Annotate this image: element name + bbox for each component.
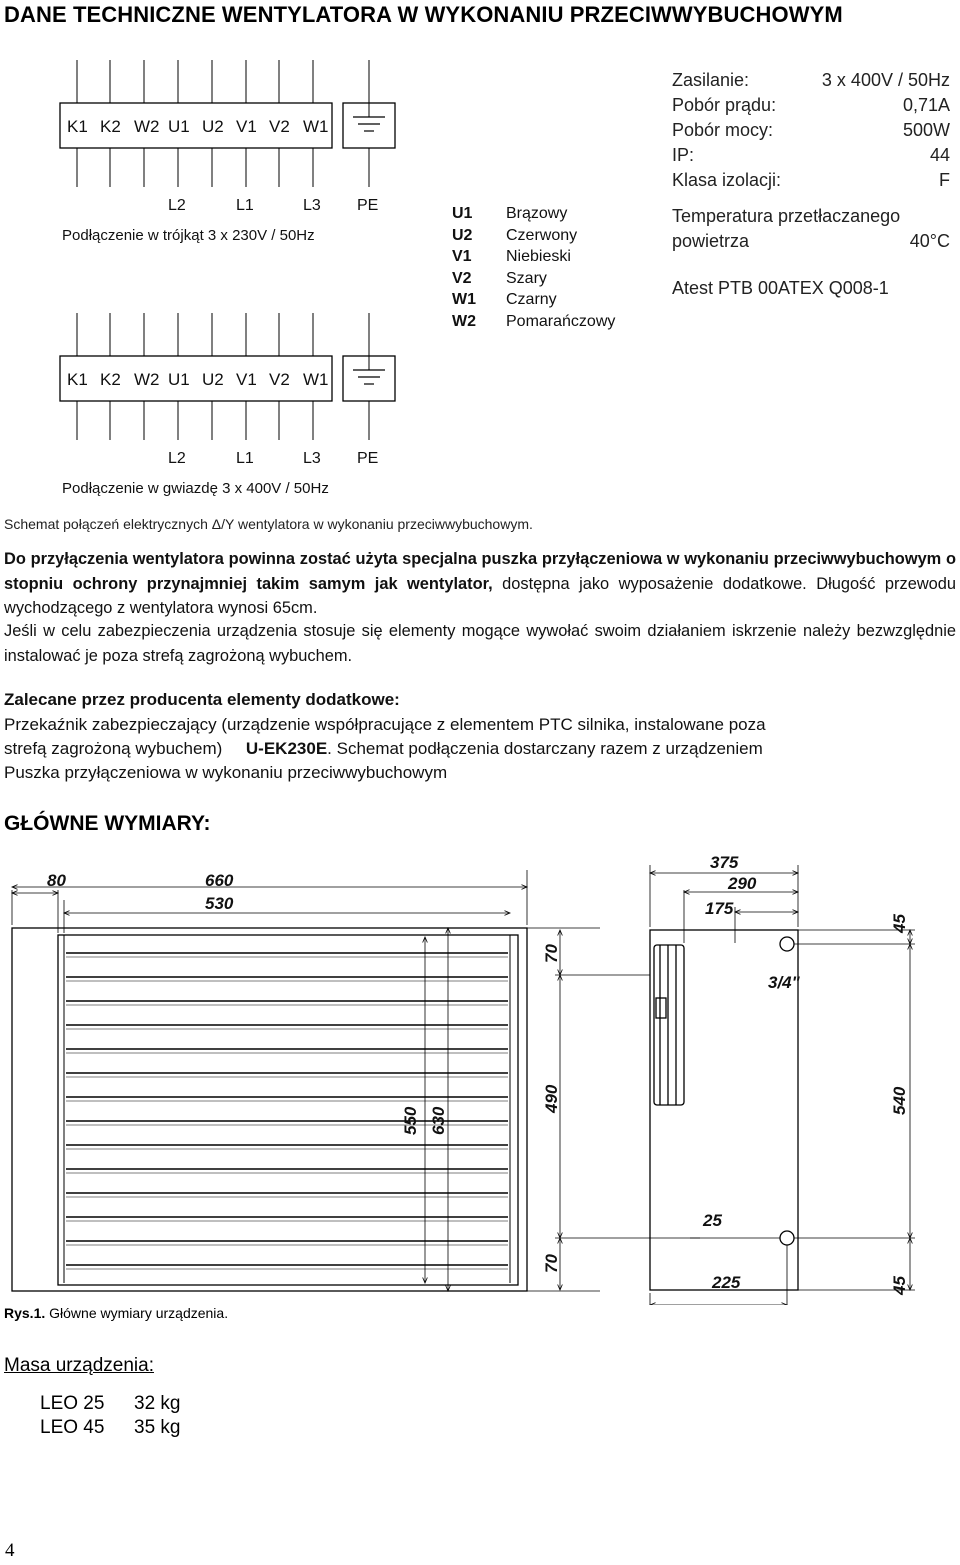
- legend-row: U1 Brązowy: [452, 205, 568, 222]
- dim-175: 175: [705, 899, 734, 918]
- terminal-label: K1: [67, 117, 88, 136]
- spec-row-atest: Atest PTB 00ATEX Q008-1: [672, 278, 889, 298]
- spec-table: [672, 68, 950, 301]
- dim-80: 80: [47, 871, 66, 890]
- wiring-caption: Schemat połączeń elektrycznych Δ/Y wentylatora w wykonaniu przeciwwybuchowym.: [4, 516, 533, 532]
- legend-row: V2 Szary: [452, 269, 547, 287]
- dimensions-heading: GŁÓWNE WYMIARY:: [4, 812, 211, 835]
- terminal-label: V2: [269, 370, 290, 389]
- dim-490: 490: [542, 1084, 561, 1113]
- dim-550: 550: [401, 1106, 420, 1135]
- mass-row: LEO 45 35 kg: [40, 1417, 181, 1438]
- terminal-label: K2: [100, 117, 121, 136]
- supply-label: PE: [357, 197, 379, 214]
- wire-color-legend: [452, 203, 615, 333]
- thread-size: 3/4": [768, 973, 800, 992]
- recommended-line-2: strefą zagrożoną wybuchem) U-EK230E. Schemat podłączenia dostarczany razem z urządzeniem: [4, 739, 763, 758]
- terminal-label: K2: [100, 370, 121, 389]
- legend-row: W1 Czarny: [452, 291, 557, 309]
- terminal-label: W2: [134, 370, 160, 389]
- dim-225: 225: [712, 1273, 741, 1292]
- terminal-label: U2: [202, 117, 224, 136]
- wiring-caption-label: Podłączenie w trójkąt 3 x 230V / 50Hz: [62, 227, 315, 244]
- terminal-label: W1: [303, 370, 329, 389]
- page-title: DANE TECHNICZNE WENTYLATORA W WYKONANIU PRZECIWWYBUCHOWYM: [4, 2, 843, 27]
- recommended-line-1: Przekaźnik zabezpieczający (urządzenie współpracujące z elementem PTC silnika, instalowane poza: [4, 715, 766, 734]
- legend-row: U2 Czerwony: [452, 226, 578, 244]
- terminal-label: U1: [168, 117, 190, 136]
- dim-540: 540: [890, 1086, 909, 1115]
- figure-caption: Rys.1. Główne wymiary urządzenia.: [4, 1305, 229, 1321]
- spec-row-izolacja: Klasa izolacji: F: [672, 170, 950, 190]
- terminal-label: U2: [202, 370, 224, 389]
- mass-heading: Masa urządzenia:: [4, 1355, 154, 1376]
- spec-row-zasilanie: Zasilanie: 3 x 400V / 50Hz: [672, 70, 950, 90]
- terminal-label: V1: [236, 117, 257, 136]
- dim-70-top: 70: [542, 944, 561, 963]
- recommended-line-3: Puszka przyłączeniowa w wykonaniu przeciwwybuchowym: [4, 763, 448, 782]
- supply-label: L2: [168, 197, 186, 214]
- terminal-label: V1: [236, 370, 257, 389]
- terminal-label: K1: [67, 370, 88, 389]
- supply-label: L1: [236, 450, 254, 467]
- dim-630: 630: [429, 1106, 448, 1135]
- dim-45-bottom: 45: [890, 1276, 909, 1295]
- spec-row-moc: Pobór mocy: 500W: [672, 120, 950, 140]
- terminal-label: V2: [269, 117, 290, 136]
- mass-row: LEO 25 32 kg: [40, 1393, 181, 1414]
- dim-45-top: 45: [890, 914, 909, 933]
- supply-label: L2: [168, 450, 186, 467]
- spec-row-ip: IP: 44: [672, 145, 950, 165]
- dim-25: 25: [703, 1211, 722, 1230]
- connection-paragraph: Do przyłączenia wentylatora powinna zostać użyta specjalna puszka przyłączeniowa w wykonaniu przeciwwybuchowym o stopniu ochrony przynajmniej takim samym jak wentylator, dostępna jako wyposażenie dodatkowe. Długość przewodu wychodzącego z wentylatora wynosi 65cm.: [4, 550, 957, 617]
- terminal-label: W2: [134, 117, 160, 136]
- supply-label: L1: [236, 197, 254, 214]
- supply-label: L3: [303, 197, 321, 214]
- supply-label: L3: [303, 450, 321, 467]
- terminal-label: U1: [168, 370, 190, 389]
- terminal-label: W1: [303, 117, 329, 136]
- legend-row: W2 Pomarańczowy: [452, 312, 616, 330]
- spec-row-prad: Pobór prądu: 0,71A: [672, 95, 950, 115]
- legend-row: V1 Niebieski: [452, 248, 571, 266]
- spec-row-temp-label: Temperatura przetłaczanego: [672, 206, 901, 226]
- dim-290: 290: [728, 874, 757, 893]
- page-number: 4: [5, 1540, 15, 1561]
- star-wiring-diagram: [60, 313, 395, 497]
- spec-row-temp: powietrza 40°C: [672, 231, 950, 251]
- delta-wiring-diagram: [60, 60, 395, 244]
- dim-70-bottom: 70: [542, 1254, 561, 1273]
- sparking-paragraph: Jeśli w celu zabezpieczenia urządzenia stosuje się elementy mogące wywołać swoim działaniem iskrzenie należy bezwzględnie instalować je poza strefą zagrożoną wybuchem.: [4, 622, 956, 665]
- wiring-caption-label: Podłączenie w gwiazdę 3 x 400V / 50Hz: [62, 480, 329, 497]
- supply-label: PE: [357, 450, 379, 467]
- dim-530: 530: [205, 894, 234, 913]
- wiring-diagrams: [55, 55, 400, 500]
- dimension-drawings: [0, 845, 960, 1305]
- recommended-heading: Zalecane przez producenta elementy dodatkowe:: [4, 690, 400, 709]
- dim-375: 375: [710, 853, 739, 872]
- dim-660: 660: [205, 871, 234, 890]
